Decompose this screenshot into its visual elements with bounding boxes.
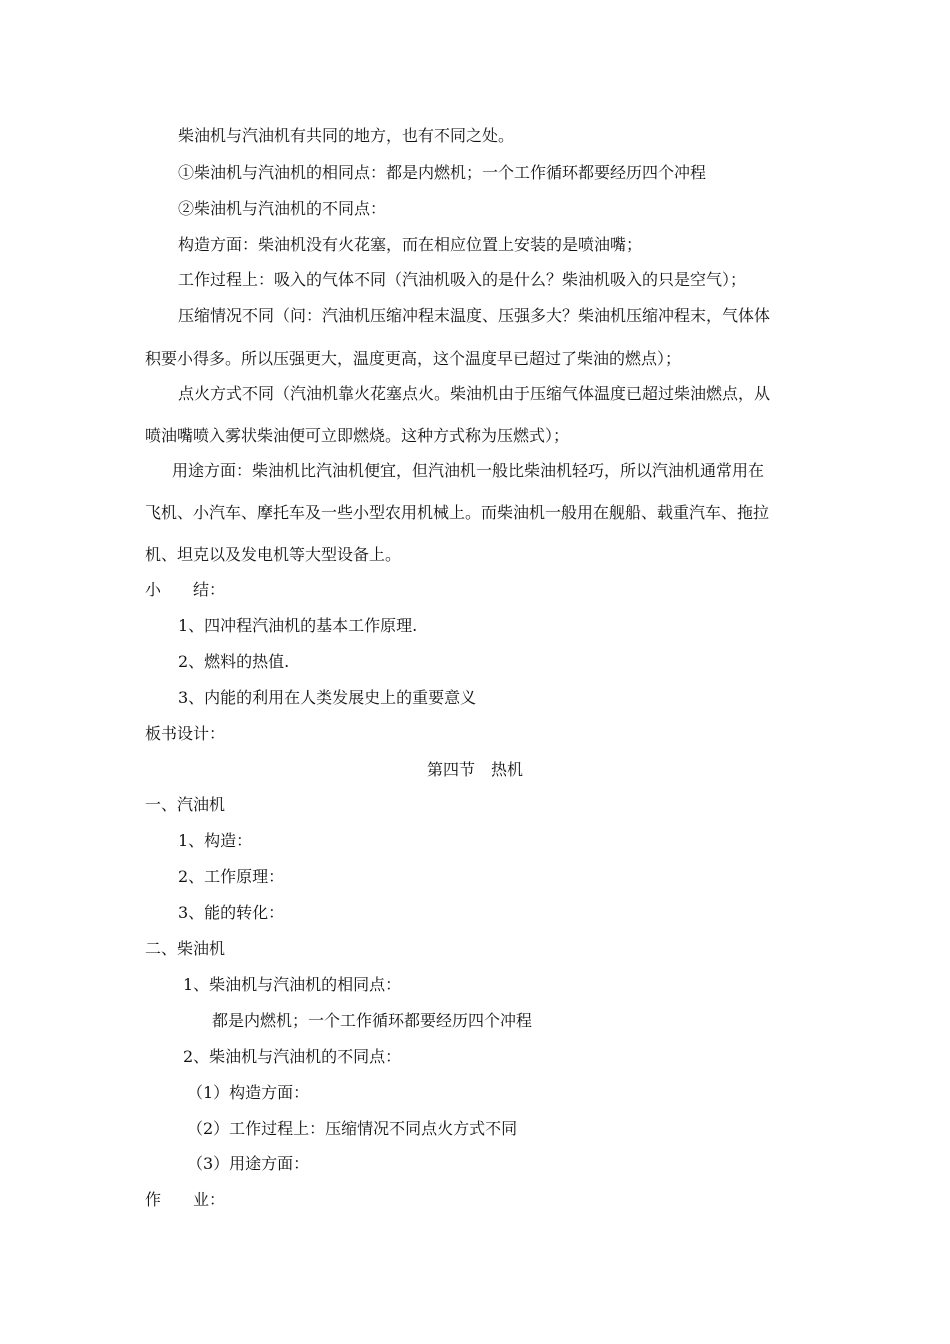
board-design-heading: 板书设计： bbox=[145, 724, 226, 743]
board-gasoline-energy: 3、能的转化： bbox=[178, 903, 285, 922]
board-diesel-diff-process: （2）工作过程上：压缩情况不同点火方式不同 bbox=[187, 1119, 518, 1138]
board-diesel-differences: 2、柴油机与汽油机的不同点： bbox=[183, 1047, 402, 1066]
paragraph-similarities: ①柴油机与汽油机的相同点：都是内燃机；一个工作循环都要经历四个冲程 bbox=[178, 163, 707, 182]
board-gasoline-construction: 1、构造： bbox=[178, 831, 253, 850]
summary-item-1: 1、四冲程汽油机的基本工作原理. bbox=[178, 616, 418, 635]
paragraph-working-process: 工作过程上：吸入的气体不同（汽油机吸入的是什么？柴油机吸入的只是空气）； bbox=[178, 270, 747, 289]
board-diesel-diff-construction: （1）构造方面： bbox=[187, 1083, 310, 1102]
board-diesel-diff-usage: （3）用途方面： bbox=[187, 1154, 310, 1173]
paragraph-usage-2: 飞机、小汽车、摩托车及一些小型农用机械上。而柴油机一般用在舰船、载重汽车、拖拉 bbox=[145, 503, 770, 522]
paragraph-intro: 柴油机与汽油机有共同的地方，也有不同之处。 bbox=[178, 126, 515, 145]
paragraph-ignition-1: 点火方式不同（汽油机靠火花塞点火。柴油机由于压缩气体温度已超过柴油燃点，从 bbox=[178, 384, 771, 403]
paragraph-compression-2: 积要小得多。所以压强更大，温度更高，这个温度早已超过了柴油的燃点）； bbox=[145, 349, 682, 368]
summary-item-2: 2、燃料的热值. bbox=[178, 652, 290, 671]
board-section-diesel: 二、柴油机 bbox=[145, 939, 226, 958]
paragraph-usage-3: 机、坦克以及发电机等大型设备上。 bbox=[145, 545, 402, 564]
paragraph-construction: 构造方面：柴油机没有火花塞，而在相应位置上安装的是喷油嘴； bbox=[178, 235, 643, 254]
paragraph-usage-1: 用途方面：柴油机比汽油机便宜，但汽油机一般比柴油机轻巧，所以汽油机通常用在 bbox=[172, 461, 765, 480]
board-title: 第四节 热机 bbox=[426, 760, 523, 779]
paragraph-differences-heading: ②柴油机与汽油机的不同点： bbox=[178, 199, 387, 218]
paragraph-compression-1: 压缩情况不同（问：汽油机压缩冲程末温度、压强多大？柴油机压缩冲程末，气体体 bbox=[178, 306, 771, 325]
board-section-gasoline: 一、汽油机 bbox=[145, 795, 226, 814]
homework-heading: 作 业： bbox=[145, 1190, 226, 1209]
board-diesel-similarities: 1、柴油机与汽油机的相同点： bbox=[183, 975, 402, 994]
summary-heading: 小 结： bbox=[145, 580, 226, 599]
board-gasoline-principle: 2、工作原理： bbox=[178, 867, 285, 886]
summary-item-3: 3、内能的利用在人类发展史上的重要意义 bbox=[178, 688, 477, 707]
board-diesel-similarities-detail: 都是内燃机；一个工作循环都要经历四个冲程 bbox=[212, 1011, 533, 1030]
paragraph-ignition-2: 喷油嘴喷入雾状柴油便可立即燃烧。这种方式称为压燃式）； bbox=[145, 426, 570, 445]
